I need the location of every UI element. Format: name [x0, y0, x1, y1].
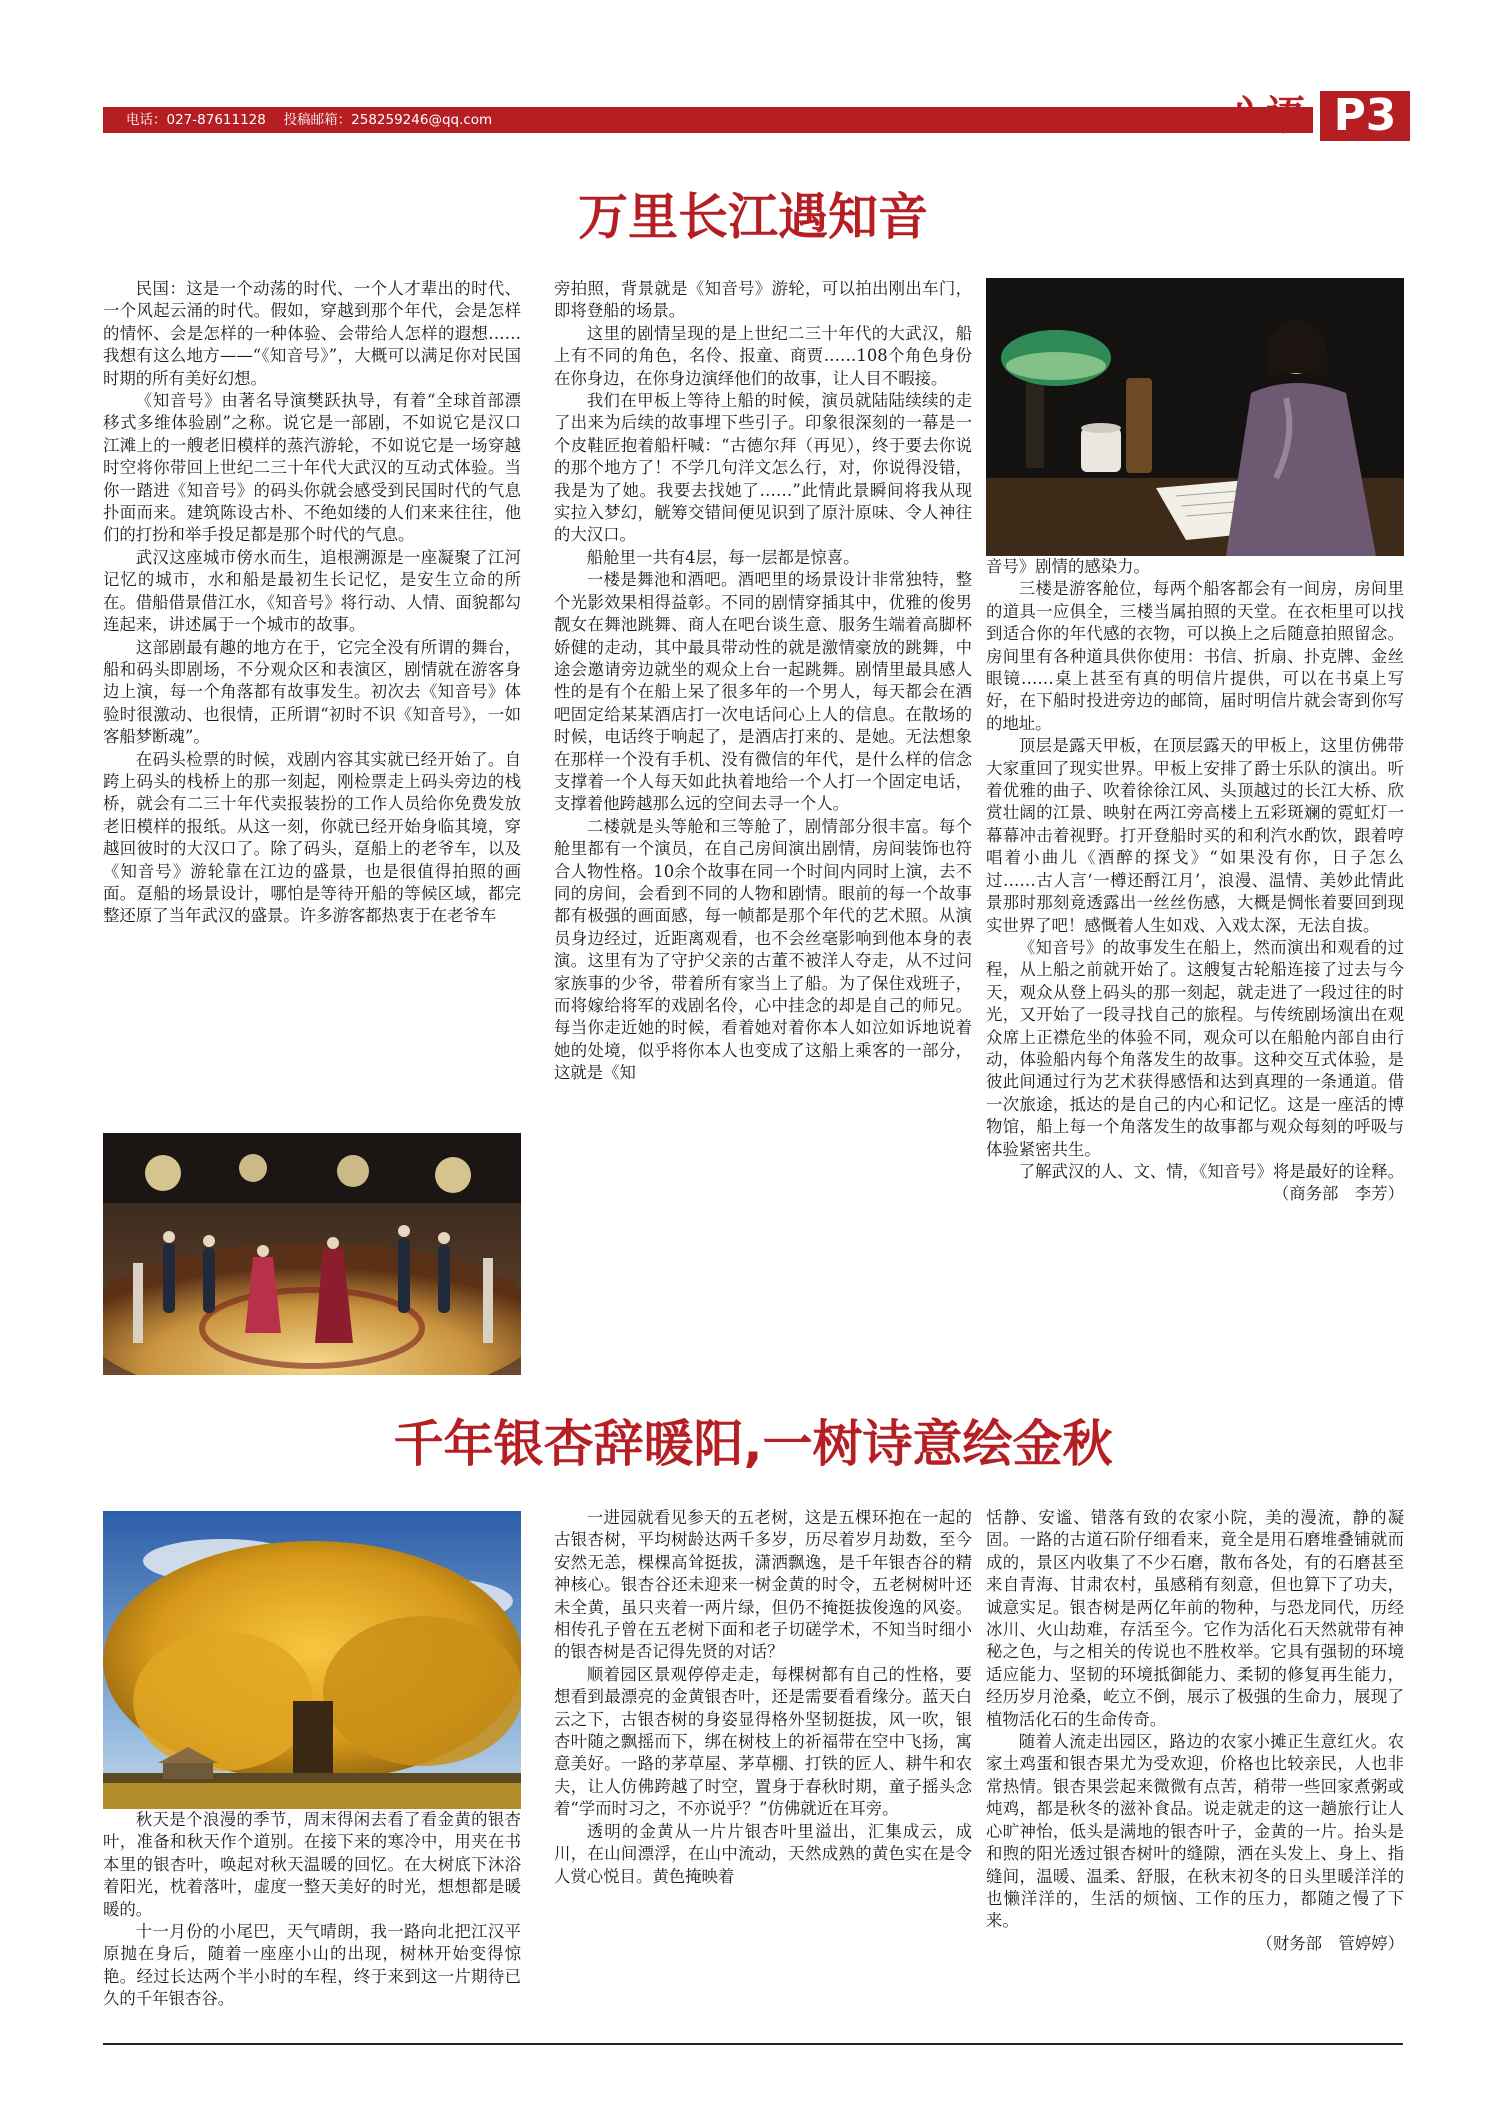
author-signature: （财务部 管婷婷）: [1256, 1933, 1404, 1953]
paragraph: 一楼是舞池和酒吧。酒吧里的场景设计非常独特，整个光影效果相得益彰。不同的剧情穿插其中，优雅的俊男靓女在舞池跳舞、商人在吧台谈生意、服务生端着高脚杯娇健的走动，其中最具带动性的就是激情豪放的跳舞，中途会邀请旁边就坐的观众上台一起跳舞。剧情里最具感人性的是有个在船上呆了很多年的一个男人，每天都会在酒吧固定给某某酒店打一次电话问心上人的信息。在散场的时候，电话终于响起了，是酒店打来的、是她。无法想象在那样一个没有手机、没有微信的年代，是什么样的信念支撑着一个人每天如此执着地给一个人打一个固定电话，支撑着他跨越那么远的空间去寻一个人。: [554, 570, 972, 814]
dance-hall-illustration: [103, 1133, 521, 1375]
article2-column-3: [986, 1507, 1404, 2039]
article2-title: 千年银杏辞暖阳,一树诗意绘金秋: [393, 1415, 1113, 1473]
header-contact: 电话：027-87611128 投稿邮箱：258259246@qq.com: [126, 112, 493, 128]
article1-column-2: [554, 278, 972, 1375]
bottom-rule: [103, 2043, 1403, 2045]
paragraph: 船舱里一共有4层，每一层都是惊喜。: [586, 547, 860, 567]
paragraph: 《知音号》的故事发生在船上，然而演出和观看的过程，从上船之前就开始了。这艘复古轮船连接了过去与今天，观众从登上码头的那一刻起，就走进了一段过往的时光，又开始了一段寻找自己的旅程。与传统剧场演出在观众席上正襟危坐的体验不同，观众可以在船舱内部自由行动，体验船内每个角落发生的故事。这种交互式体验，是彼此间通过行为艺术获得感悟和达到真理的一条通道。借一次旅途，抵达的是自己的内心和记忆。这是一座活的博物馆，船上每一个角落发生的故事都与观众每刻的呼吸与体验紧密共生。: [986, 937, 1404, 1159]
ginkgo-tree-illustration: [103, 1511, 521, 1809]
paragraph: 随着人流走出园区，路边的农家小摊正生意红火。农家土鸡蛋和银杏果尤为受欢迎，价格也比较亲民，人也非常热情。银杏果尝起来微微有点苦，稍带一些回家煮粥或炖鸡，都是秋冬的滋补食品。说走就走的这一趟旅行让人心旷神怡，低头是满地的银杏叶子，金黄的一片。抬头是和煦的阳光透过银杏树叶的缝隙，洒在头发上、身上、指缝间，温暖、温柔、舒服，在秋末初冬的日头里暖洋洋的也懒洋洋的，生活的烦恼、工作的压力，都随之慢了下来。: [986, 1732, 1404, 1931]
actress-writing-photo: [986, 278, 1404, 556]
page-number: P3: [1320, 91, 1410, 141]
dance-hall-photo: [103, 1133, 521, 1375]
paragraph: 民国：这是一个动荡的时代、一个人才辈出的时代、一个风起云涌的时代。假如，穿越到那个年代，会是怎样的情怀、会是怎样的一种体验、会带给人怎样的遐想……我想有这么地方——“《知音号》”，大概可以满足你对民国时期的所有美好幻想。: [103, 279, 521, 388]
paragraph: 我们在甲板上等待上船的时候，演员就陆陆续续的走了出来为后续的故事埋下些引子。印象很深刻的一幕是一个皮鞋匠抱着船杆喊：“古德尔拜（再见），终于要去你说的那个地方了！不学几句洋文怎么行，对，你说得没错，我是为了她。我要去找她了……”此情此景瞬间将我从现实拉入梦幻，觥筹交错间便见识到了原汁原味、令人神往的大汉口。: [554, 391, 972, 545]
paragraph: 三楼是游客舱位，每两个船客都会有一间房，房间里的道具一应俱全，三楼当属拍照的天堂。在衣柜里可以找到适合你的年代感的衣物，可以换上之后随意拍照留念。房间里有各种道具供你使用：书信、折扇、扑克牌、金丝眼镜……桌上甚至有真的明信片提供，可以在书桌上写好，在下船时投进旁边的邮筒，届时明信片就会寄到你写的地址。: [986, 579, 1404, 733]
paragraph: 这部剧最有趣的地方在于，它完全没有所谓的舞台，船和码头即剧场，不分观众区和表演区，剧情就在游客身边上演，每一个角落都有故事发生。初次去《知音号》体验时很激动、也很情，正所谓“初时不识《知音号》，一如客船梦断魂”。: [103, 637, 521, 747]
paragraph: 武汉这座城市傍水而生，追根溯源是一座凝聚了江河记忆的城市，水和船是最初生长记忆，是安生立命的所在。借船借景借江水，《知音号》将行动、人情、面貌都勾连起来，讲述属于一个城市的故事。: [103, 547, 521, 635]
paragraph: 恬静、安谧、错落有致的农家小院，美的漫流，静的凝固。一路的古道石阶仔细看来，竟全是用石磨堆叠铺就而成的，景区内收集了不少石磨，散布各处，有的石磨甚至来自青海、甘肃农村，虽感稍有刻意，但也算下了功夫，诚意实足。银杏树是两亿年前的物种，与恐龙同代，历经冰川、火山劫难，存活至今。它作为活化石天然就带有神秘之色，与之相关的传说也不胜枚举。它具有强韧的环境适应能力、坚韧的环境抵御能力、柔韧的修复再生能力，经历岁月沧桑，屹立不倒，展示了极强的生命力，展现了植物活化石的生命传奇。: [986, 1508, 1404, 1729]
paragraph: 了解武汉的人、文、情，《知音号》将是最好的诠释。: [1018, 1161, 1404, 1181]
article1-column-3: [986, 556, 1404, 1388]
author-signature: （商务部 李芳）: [1272, 1184, 1404, 1204]
paragraph: 一进园就看见参天的五老树，这是五棵环抱在一起的古银杏树，平均树龄达两千多岁，历尽着岁月劫数，至今安然无恙，棵棵高耸挺拔，潇洒飘逸，是千年银杏谷的精神核心。银杏谷还未迎来一树金黄的时令，五老树树叶还未全黄，虽只夹着一两片绿，但仍不掩挺拔俊逸的风姿。相传孔子曾在五老树下面和老子切磋学术，不知当时细小的银杏树是否记得先贤的对话？: [554, 1508, 972, 1662]
actress-writing-illustration: [986, 278, 1404, 556]
paragraph: 音号》剧情的感染力。: [986, 557, 1150, 576]
paragraph: 《知音号》由著名导演樊跃执导，有着“全球首部漂移式多维体验剧”之称。说它是一部剧，不如说它是汉口江滩上的一艘老旧模样的蒸汽游轮，不如说它是一场穿越时空将你带回上世纪二三十年代大武汉的互动式体验。当你一踏进《知音号》的码头你就会感受到民国时代的气息扑面而来。建筑陈设古朴、不绝如缕的人们来来往往，他们的打扮和举手投足都是那个时代的气息。: [103, 391, 521, 545]
ginkgo-tree-photo: [103, 1511, 521, 1809]
article1-title: 万里长江遇知音: [578, 188, 928, 246]
paragraph: 旁拍照，背景就是《知音号》游轮，可以拍出刚出车门，即将登船的场景。: [554, 279, 972, 321]
paragraph: 顶层是露天甲板，在顶层露天的甲板上，这里仿佛带大家重回了现实世界。甲板上安排了爵士乐队的演出。听着优雅的曲子、吹着徐徐江风、头顶越过的长江大桥、欣赏壮阔的江景、映射在两江旁高楼上五彩斑斓的霓虹灯一幕幕冲击着视野。打开登船时买的和利汽水酌饮，跟着哼唱着小曲儿《酒醉的探戈》“如果没有你，日子怎么过……古人言‘一樽还酹江月’，浪漫、温情、美妙此情此景那时那刻竟透露出一丝丝伤感，大概是惆怅着要回到现实世界了吧！感慨着人生如戏、入戏太深，无法自拔。: [986, 736, 1404, 935]
paragraph: 秋天是个浪漫的季节，周末得闲去看了看金黄的银杏叶，准备和秋天作个道别。在接下来的寒冷中，用夹在书本里的银杏叶，唤起对秋天温暖的回忆。在大树底下沐浴着阳光，枕着落叶，虚度一整天美好的时光，想想都是暖暖的。: [103, 1810, 521, 1919]
article2-column-1: [103, 1809, 521, 2039]
section-name: 心语: [1226, 93, 1306, 139]
paragraph: 二楼就是头等舱和三等舱了，剧情部分很丰富。每个舱里都有一个演员，在自己房间演出剧情，房间装饰也符合人物性格。10余个故事在同一个时间内同时上演，去不同的房间，会看到不同的人物和剧情。眼前的每一个故事都有极强的画面感，每一帧都是那个年代的艺术照。从演员身边经过，近距离观看，也不会丝毫影响到他本身的表演。这里有为了守护父亲的古董不被洋人夺走，从不过问家族事的少爷，带着所有家当上了船。为了保住戏班子，而将嫁给将军的戏剧名伶，心中挂念的却是自己的师兄。每当你走近她的时候，看着她对着你本人如泣如诉地说着她的处境，似乎将你本人也变成了这船上乘客的一部分，这就是《知: [554, 816, 972, 1083]
article1-column-1: [103, 278, 521, 1090]
paragraph: 在码头检票的时候，戏剧内容其实就已经开始了。自跨上码头的栈桥上的那一刻起，刚检票走上码头旁边的栈桥，就会有二三十年代卖报装扮的工作人员给你免费发放老旧模样的报纸。从这一刻，你就已经开始身临其境，穿越回彼时的大汉口了。除了码头，趸船上的老爷车，以及《知音号》游轮靠在江边的盛景，也是很值得拍照的画面。趸船的场景设计，哪怕是等待开船的等候区域，都完整还原了当年武汉的盛景。许多游客都热衷于在老爷车: [103, 749, 521, 926]
paragraph: 透明的金黄从一片片银杏叶里溢出，汇集成云，成川，在山间漂浮，在山中流动，天然成熟的黄色实在是令人赏心悦目。黄色掩映着: [554, 1821, 972, 1886]
paragraph: 顺着园区景观停停走走，每棵树都有自己的性格，要想看到最漂亮的金黄银杏叶，还是需要看看缘分。蓝天白云之下，古银杏树的身姿显得格外坚韧挺拔，风一吹，银杏叶随之飘摇而下，绑在树枝上的祈福带在空中飞扬，寓意美好。一路的茅草屋、茅草棚、打铁的匠人、耕牛和农夫，让人仿佛跨越了时空，置身于春秋时期，童子摇头念着“学而时习之，不亦说乎？”仿佛就近在耳旁。: [554, 1664, 972, 1819]
article2-column-2: [554, 1507, 972, 2039]
paragraph: 十一月份的小尾巴，天气晴朗，我一路向北把江汉平原抛在身后，随着一座座小山的出现，树林开始变得惊艳。经过长达两个半小时的车程，终于来到这一片期待已久的千年银杏谷。: [103, 1922, 521, 2009]
paragraph: 这里的剧情呈现的是上世纪二三十年代的大武汉，船上有不同的角色，名伶、报童、商贾……108个角色身份在你身边，在你身边演绎他们的故事，让人目不暇接。: [554, 323, 972, 388]
